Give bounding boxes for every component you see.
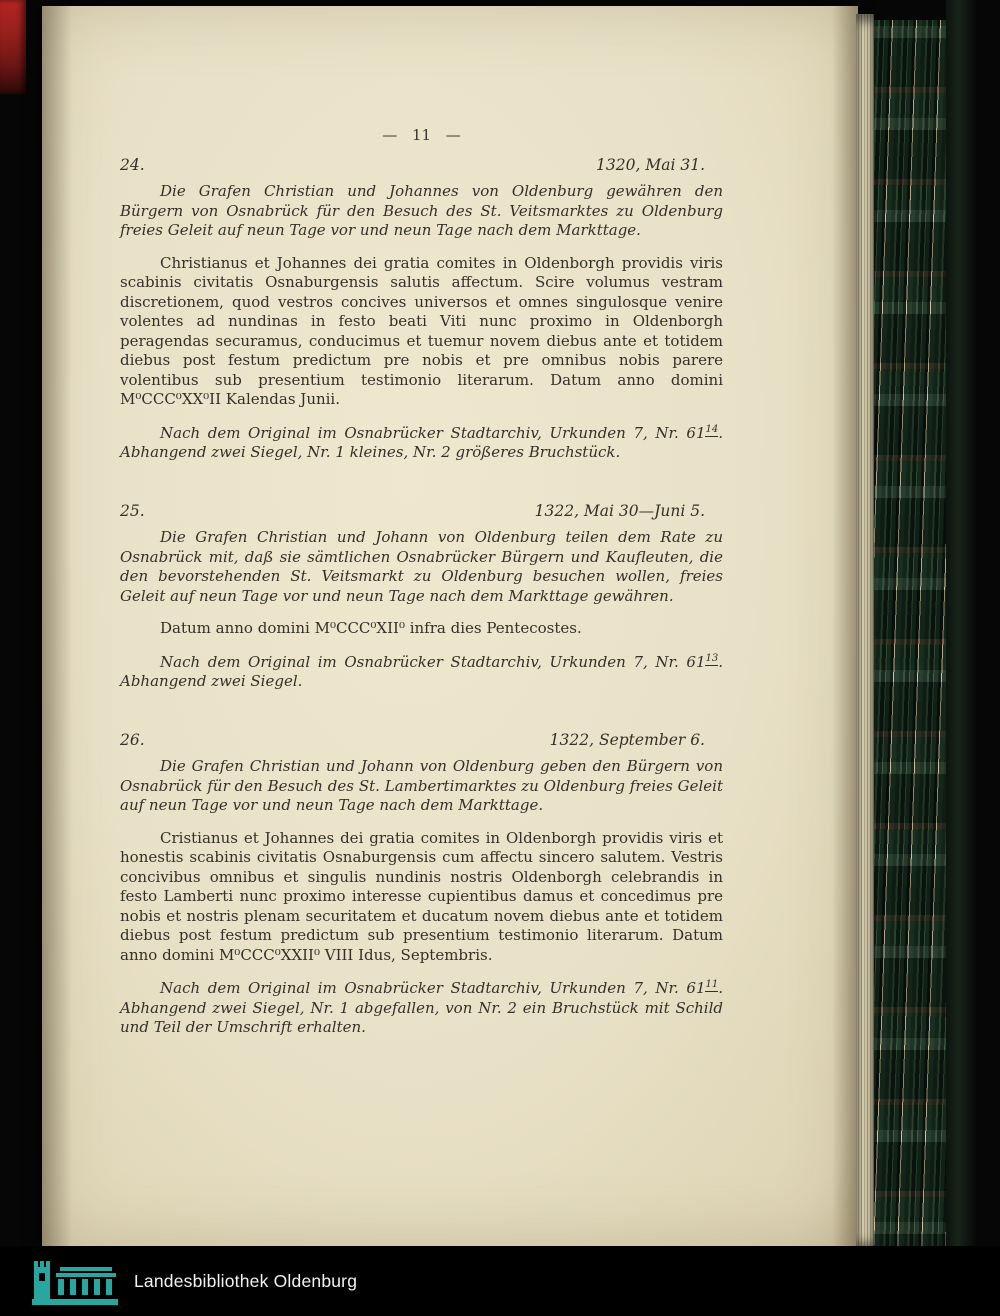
entry-summary: Die Grafen Christian und Johann von Oldenburg geben den Bürgern von Osnabrück für den Besuch des St. Lambertimarktes zu Oldenburg freies Geleit auf neun Tage vor und neun Tage nach dem Markttage. — [120, 757, 723, 814]
entry-body: Christianus et Johannes dei gratia comites in Oldenborgh providis viris scabinis civitatis Osnaburgensis salutis affectum. Scire volumus vestram discretionem, quod vestros concives universos et omnes singulosque venire volentes ad nundinas in festo beati Viti nunc proximo in Oldenborgh peragendas securamus, conducimus et tuemur novem diebus ante et totidem diebus post festum predictum pre nobis et pre omnibus nobis parere volentibus sub presentium testimonio literarum. Datum anno domini M⁰CCC⁰XX⁰II Kalendas Junii. — [120, 253, 723, 408]
entry-archive-note — [120, 979, 723, 1038]
page-number: — 11 — — [382, 126, 461, 144]
spine-red-label — [0, 0, 26, 94]
note-text: Nach dem Original im Osnabrücker Stadtarchiv, Urkunden 7, Nr. 61 — [160, 423, 706, 442]
entry-body: Cristianus et Johannes dei gratia comites in Oldenborgh providis viris et honestis scabinis civitatis Osnaburgensis cum affectu sincero salutem. Vestris concivibus omnibus et singulis nundinis nostris Oldenborgh celebrandis in festo Lamberti nunc proximo interesse cupientibus damus et concedimus pre nobis et nostris plenam securitatem et ducatum novem diebus ante et totidem diebus post festum predictum sub presentium testimonio literarum. Datum anno domini M⁰CCC⁰XXII⁰ VIII Idus, Septembris. — [120, 828, 723, 964]
marbled-fore-edge — [874, 20, 948, 1252]
library-building-icon — [32, 1257, 118, 1305]
entry-date: 1322, September 6. — [549, 730, 705, 749]
book-page — [42, 6, 858, 1246]
entry-25 — [120, 502, 723, 692]
entry-date: 1320, Mai 31. — [596, 155, 705, 174]
note-text: Nach dem Original im Osnabrücker Stadtarchiv, Urkunden 7, Nr. 61 — [160, 979, 706, 997]
entry-number: 26. — [120, 730, 145, 749]
entry-archive-note — [120, 653, 723, 692]
note-superscript: 13 — [705, 652, 719, 664]
note-superscript: 11 — [705, 979, 719, 990]
entry-26-header — [120, 731, 723, 751]
note-text: Nach dem Original im Osnabrücker Stadtarchiv, Urkunden 7, Nr. 61 — [160, 652, 706, 671]
entry-24 — [120, 156, 723, 463]
entry-archive-note — [120, 424, 723, 463]
entry-body: Datum anno domini M⁰CCC⁰XII⁰ infra dies Pentecostes. — [160, 619, 582, 637]
note-text: . Abhangend zwei Siegel, Nr. 1 abgefallen, von Nr. 2 ein Bruchstück mit Schild und Teil der Umschrift erhalten. — [120, 979, 723, 1036]
entry-summary: Die Grafen Christian und Johann von Oldenburg teilen dem Rate zu Osnabrück mit, daß sie sämtlichen Osnabrücker Bürgern und Kaufleuten, die den bevorstehenden St. Veitsmarkt zu Oldenburg besuchen wollen, freies Geleit auf neun Tage vor und neun Tage nach dem Markttage gewähren. — [120, 528, 723, 605]
entry-date: 1322, Mai 30—Juni 5. — [534, 501, 705, 520]
footer-bar — [0, 1246, 1000, 1316]
book-cover-edge — [946, 0, 976, 1250]
stacked-page-edges — [856, 14, 874, 1250]
note-text: . Abhangend zwei Siegel, Nr. 1 kleines, Nr. 2 größeres Bruchstück. — [120, 423, 723, 461]
entry-number: 25. — [120, 501, 145, 520]
entry-number: 24. — [120, 155, 145, 174]
entry-26 — [120, 731, 723, 1038]
entry-summary: Die Grafen Christian und Johannes von Oldenburg gewähren den Bürgern von Osnabrück für den Besuch des St. Veitsmarktes zu Oldenburg freies Geleit auf neun Tage vor und neun Tage nach dem Markttage. — [120, 182, 723, 239]
page-content — [42, 6, 858, 1246]
note-superscript: 14 — [705, 423, 719, 435]
note-text: . Abhangend zwei Siegel. — [120, 652, 723, 690]
entry-25-header — [120, 502, 723, 522]
entry-24-header — [120, 156, 723, 176]
library-name: Landesbibliothek Oldenburg — [134, 1270, 358, 1291]
